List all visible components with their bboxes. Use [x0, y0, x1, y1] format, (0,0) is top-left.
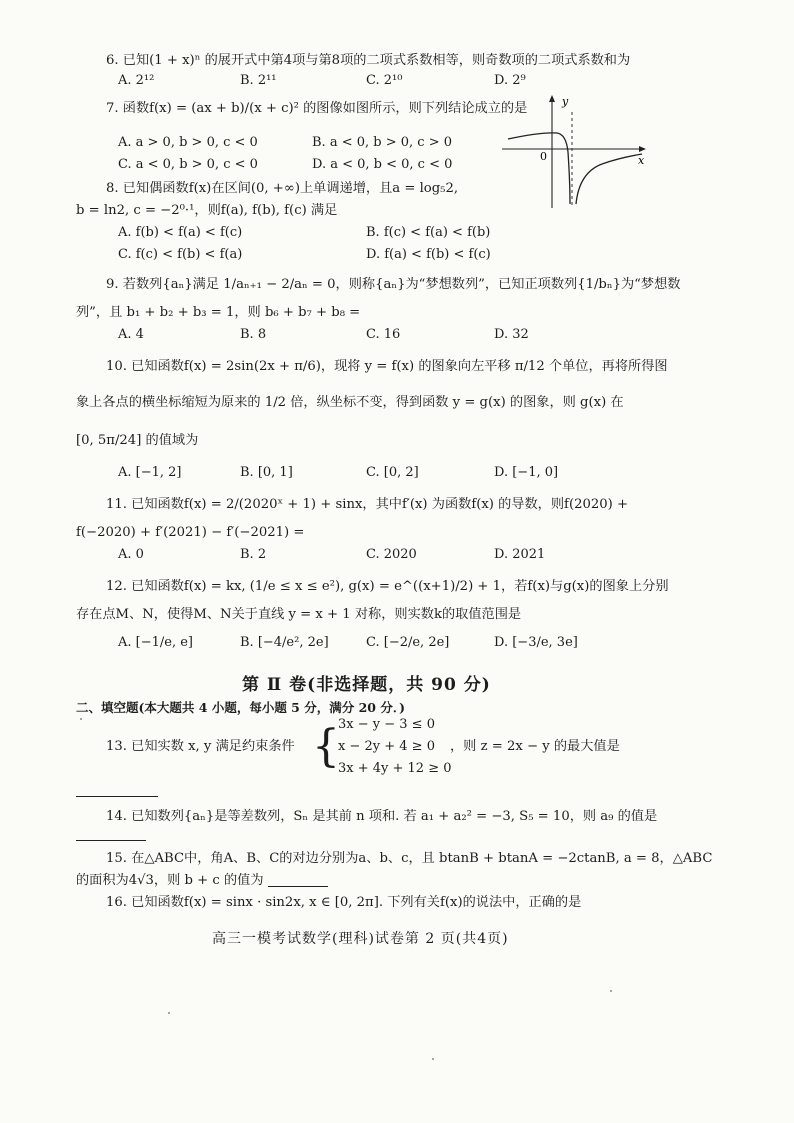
q8-choice-d: D. f(a) < f(b) < f(c) — [366, 247, 491, 262]
q15-line1: 15. 在△ABC中，角A、B、C的对边分别为a、b、c，且 btanB + btanA = −2ctanB, a = 8，△ABC — [106, 851, 713, 866]
q11-line2: f(−2020) + f′(2021) − f′(−2021) = — [76, 525, 305, 540]
q7-choice-a: A. a > 0, b > 0, c < 0 — [118, 135, 258, 150]
q11-line1: 11. 已知函数f(x) = 2/(2020ˣ + 1) + sinx，其中f′(x) 为函数f(x) 的导数，则f(2020) + — [106, 497, 629, 512]
q9-line2: 列”，且 b₁ + b₂ + b₃ = 1，则 b₆ + b₇ + b₈ = — [76, 305, 361, 320]
scan-speck — [80, 718, 82, 720]
scan-speck — [610, 990, 612, 992]
q9-choice-b: B. 8 — [240, 327, 267, 342]
q7-choice-c: C. a < 0, b > 0, c < 0 — [118, 157, 258, 172]
q7-text: 7. 函数f(x) = (ax + b)/(x + c)² 的图像如图所示，则下列结论成立的是 — [106, 101, 528, 116]
fill-in-heading: 二、填空题(本大题共 4 小题，每小题 5 分，满分 20 分．) — [76, 700, 405, 715]
q13-brace: { — [312, 721, 340, 772]
q13-constraint-1: 3x − y − 3 ≤ 0 — [338, 717, 435, 732]
q12-choice-b: B. [−4/e², 2e] — [240, 635, 329, 650]
q15-answer-blank[interactable] — [268, 886, 328, 887]
q10-choice-d: D. [−1, 0] — [494, 465, 559, 480]
scan-speck — [168, 1012, 170, 1014]
q6-text: 6. 已知(1 + x)ⁿ 的展开式中第4项与第8项的二项式系数相等，则奇数项的二项式系数和为 — [106, 53, 631, 68]
q12-line2: 存在点M、N，使得M、N关于直线 y = x + 1 对称，则实数k的取值范围是 — [76, 607, 522, 622]
q9-line1: 9. 若数列{aₙ}满足 1/aₙ₊₁ − 2/aₙ = 0，则称{aₙ}为“梦想数列”，已知正项数列{1/bₙ}为“梦想数 — [106, 277, 681, 292]
q15-line2: 的面积为4√3，则 b + c 的值为 — [76, 873, 264, 888]
q12-choice-c: C. [−2/e, 2e] — [366, 635, 450, 650]
q7-function-graph — [502, 92, 650, 212]
q12-choice-a: A. [−1/e, e] — [118, 635, 193, 650]
y-label: y — [562, 95, 569, 108]
q11-choice-b: B. 2 — [240, 547, 267, 562]
q9-choice-d: D. 32 — [494, 327, 529, 342]
x-axis-arrow — [639, 146, 646, 152]
q6-choice-a: A. 2¹² — [118, 73, 155, 88]
q10-choice-c: C. [0, 2] — [366, 465, 419, 480]
q10-line2: 象上各点的横坐标缩短为原来的 1/2 倍，纵坐标不变，得到函数 y = g(x) 的图象，则 g(x) 在 — [76, 395, 624, 410]
q14-answer-blank[interactable] — [76, 840, 146, 841]
section-title: 第 Ⅱ 卷(非选择题，共 90 分) — [242, 675, 491, 695]
q9-choice-a: A. 4 — [118, 327, 144, 342]
right-branch — [576, 154, 642, 204]
q9-choice-c: C. 16 — [366, 327, 401, 342]
q12-choice-d: D. [−3/e, 3e] — [494, 635, 578, 650]
q10-choice-b: B. [0, 1] — [240, 465, 293, 480]
origin-label: 0 — [540, 150, 547, 163]
q13-answer-blank[interactable] — [76, 796, 158, 797]
q6-choice-b: B. 2¹¹ — [240, 73, 277, 88]
q11-choice-d: D. 2021 — [494, 547, 546, 562]
y-axis-arrow — [549, 95, 555, 102]
q7-choice-b: B. a < 0, b > 0, c > 0 — [312, 135, 452, 150]
q6-choice-d: D. 2⁹ — [494, 73, 526, 88]
q10-choice-a: A. [−1, 2] — [118, 465, 182, 480]
q13-constraint-2: x − 2y + 4 ≥ 0 — [338, 739, 435, 754]
q6-choice-c: C. 2¹⁰ — [366, 73, 403, 88]
x-label: x — [638, 154, 645, 167]
scan-speck — [432, 1058, 434, 1060]
q14-text: 14. 已知数列{aₙ}是等差数列，Sₙ 是其前 n 项和. 若 a₁ + a₂² = −3, S₅ = 10，则 a₉ 的值是 — [106, 809, 658, 824]
q16-text: 16. 已知函数f(x) = sinx · sin2x, x ∈ [0, 2π]. 下列有关f(x)的说法中，正确的是 — [106, 895, 582, 910]
q13-constraint-3: 3x + 4y + 12 ≥ 0 — [338, 761, 452, 776]
q8-choice-c: C. f(c) < f(b) < f(a) — [118, 247, 243, 262]
left-branch — [508, 133, 570, 204]
q10-line3: [0, 5π/24] 的值域为 — [76, 433, 199, 448]
q7-choice-d: D. a < 0, b < 0, c < 0 — [312, 157, 453, 172]
q13-text: 13. 已知实数 x, y 满足约束条件 — [106, 739, 295, 754]
q13-tail: ，则 z = 2x − y 的最大值是 — [450, 739, 620, 754]
q11-choice-c: C. 2020 — [366, 547, 417, 562]
page-footer: 高三一模考试数学(理科)试卷第 2 页(共4页) — [212, 931, 509, 947]
q8-choice-b: B. f(c) < f(a) < f(b) — [366, 225, 491, 240]
q12-line1: 12. 已知函数f(x) = kx, (1/e ≤ x ≤ e²), g(x) = e^((x+1)/2) + 1，若f(x)与g(x)的图象上分别 — [106, 579, 669, 594]
q8-line1: 8. 已知偶函数f(x)在区间(0, +∞)上单调递增，且a = log₅2, — [106, 181, 459, 196]
q8-choice-a: A. f(b) < f(a) < f(c) — [118, 225, 243, 240]
q10-line1: 10. 已知函数f(x) = 2sin(2x + π/6)，现将 y = f(x) 的图象向左平移 π/12 个单位，再将所得图 — [106, 359, 668, 374]
q8-line2: b = ln2, c = −2⁰·¹，则f(a), f(b), f(c) 满足 — [76, 203, 338, 218]
q11-choice-a: A. 0 — [118, 547, 144, 562]
